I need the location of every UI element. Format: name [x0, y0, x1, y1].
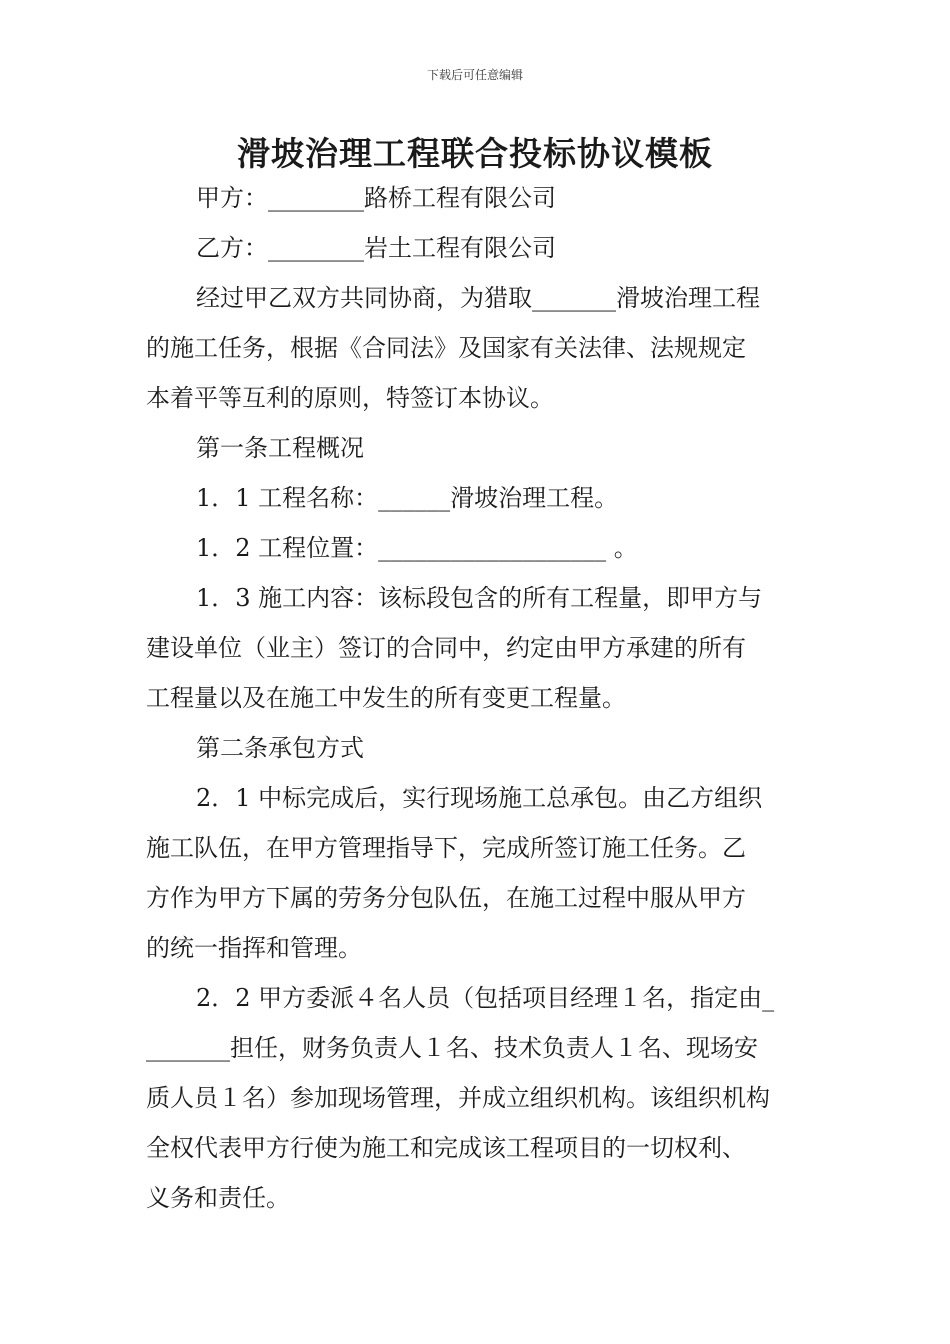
text-line: 本着平等互利的原则，特签订本协议。 — [146, 384, 554, 412]
text-line: 工程量以及在施工中发生的所有变更工程量。 — [146, 684, 626, 712]
text-line: _______担任，财务负责人１名、技术负责人１名、现场安 — [146, 1034, 758, 1062]
text-line: 2．2 甲方委派４名人员（包括项目经理１名，指定由_ — [196, 984, 775, 1012]
text-line: 方作为甲方下属的劳务分包队伍，在施工过程中服从甲方 — [146, 884, 746, 912]
text-line: 1．3 施工内容：该标段包含的所有工程量，即甲方与 — [196, 584, 763, 612]
section-heading-1: 第一条工程概况 — [196, 434, 364, 462]
text-line: 1．2 工程位置：___________________ 。 — [196, 534, 638, 562]
document-body — [146, 173, 810, 1223]
text-line: 经过甲乙双方共同协商，为猎取_______滑坡治理工程 — [196, 284, 760, 312]
text-line: 质人员１名）参加现场管理，并成立组织机构。该组织机构 — [146, 1084, 770, 1112]
text-line: 的施工任务，根据《合同法》及国家有关法律、法规规定 — [146, 334, 746, 362]
text-line: 义务和责任。 — [146, 1184, 290, 1212]
text-line: 2．1 中标完成后，实行现场施工总承包。由乙方组织 — [196, 784, 763, 812]
text-line: 施工队伍，在甲方管理指导下，完成所签订施工任务。乙 — [146, 834, 746, 862]
section-heading-2: 第二条承包方式 — [196, 734, 364, 762]
text-line: 全权代表甲方行使为施工和完成该工程项目的一切权利、 — [146, 1134, 746, 1162]
text-line-party-b: 乙方：________岩土工程有限公司 — [196, 234, 556, 262]
text-line-party-a: 甲方：________路桥工程有限公司 — [196, 184, 556, 212]
header-note: 下载后可任意编辑 — [426, 68, 523, 82]
text-line: 的统一指挥和管理。 — [146, 934, 362, 962]
text-line: 建设单位（业主）签订的合同中，约定由甲方承建的所有 — [146, 634, 746, 662]
document-title: 滑坡治理工程联合投标协议模板 — [237, 134, 713, 173]
text-line: 1．1 工程名称：______滑坡治理工程。 — [196, 484, 619, 512]
